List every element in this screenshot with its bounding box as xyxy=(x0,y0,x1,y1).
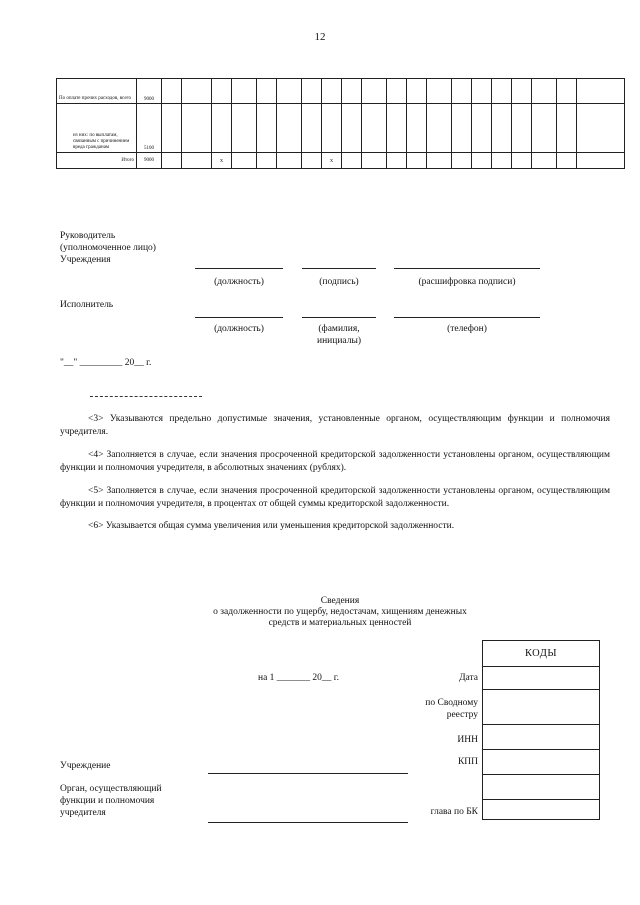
label-kpp: КПП xyxy=(457,757,478,767)
executor-position-line xyxy=(195,317,283,318)
row-code: 9000 xyxy=(137,153,162,169)
label-institution: Учреждение xyxy=(60,761,111,771)
footnote-4: <4> Заполняется в случае, если значения просроченной кредиторской задолженности установлены органом, осуществляющим функции и полномочия учредителя, в абсолютных значениях (рублях). xyxy=(60,450,610,473)
executor-caption-phone: (телефон) xyxy=(447,324,487,334)
row-label: из них: по выплатам, связанным с причинением вреда гражданам xyxy=(57,104,137,153)
section-title-3: средств и материальных ценностей xyxy=(268,618,412,628)
table-row xyxy=(57,104,625,153)
label-organ-3: учредителя xyxy=(60,808,106,818)
head-label-2: (уполномоченное лицо) xyxy=(60,243,156,253)
section-title-1: Сведения xyxy=(320,596,360,606)
executor-phone-line xyxy=(394,317,540,318)
expenses-table xyxy=(56,78,625,169)
executor-caption-position: (должность) xyxy=(214,324,264,334)
label-registry-2: реестру xyxy=(446,710,478,720)
mark-x: x xyxy=(212,153,232,169)
position-line xyxy=(195,268,283,269)
row-code: 9000 xyxy=(137,79,162,104)
footnote-6: <6> Указывается общая сумма увеличения или уменьшения кредиторской задолженности. xyxy=(88,521,455,531)
decoding-line xyxy=(394,268,540,269)
label-inn: ИНН xyxy=(457,735,478,745)
mark-x: x xyxy=(322,153,342,169)
footnote-separator xyxy=(90,396,202,397)
label-organ-1: Орган, осуществляющий xyxy=(60,784,162,794)
caption-signature: (подпись) xyxy=(319,277,359,287)
row-label: Итого xyxy=(57,153,137,169)
table-row xyxy=(57,153,625,169)
section-title-2: о задолженности по ущербу, недостачам, хищениям денежных xyxy=(213,607,467,617)
date-line: "__" _________ 20__ г. xyxy=(60,358,152,368)
head-label-1: Руководитель xyxy=(60,231,116,241)
organ-line xyxy=(208,822,408,823)
caption-position: (должность) xyxy=(214,277,264,287)
caption-decoding: (расшифровка подписи) xyxy=(418,277,516,287)
footnote-3: <3> Указываются предельно допустимые значения, установленные органом, осуществляющим функции и полномочия учредителя. xyxy=(60,414,610,437)
section-date-line: на 1 _______ 20__ г. xyxy=(258,673,340,683)
executor-caption-name-1: (фамилия, xyxy=(318,324,360,334)
executor-name-line xyxy=(302,317,376,318)
executor-label: Исполнитель xyxy=(60,300,114,310)
footnote-5: <5> Заполняется в случае, если значения просроченной кредиторской задолженности установлены органом, осуществляющим функции и полномочия учредителя, в процентах от общей суммы кредиторской задолженности. xyxy=(60,486,610,509)
label-registry-1: по Сводному xyxy=(425,698,478,708)
table-row xyxy=(57,79,625,104)
row-code: 5100 xyxy=(137,104,162,153)
signature-line xyxy=(302,268,376,269)
codes-table xyxy=(482,640,600,820)
head-label-3: Учреждения xyxy=(60,255,111,265)
page-number: 12 xyxy=(314,31,326,43)
codes-header: КОДЫ xyxy=(524,648,558,659)
executor-caption-name-2: инициалы) xyxy=(316,336,361,346)
label-organ-2: функции и полномочия xyxy=(60,796,155,806)
row-label: По оплате прочих расходов, всего xyxy=(57,79,137,104)
label-date: Дата xyxy=(459,673,478,683)
label-chapter: глава по БК xyxy=(430,807,478,817)
institution-line xyxy=(208,773,408,774)
